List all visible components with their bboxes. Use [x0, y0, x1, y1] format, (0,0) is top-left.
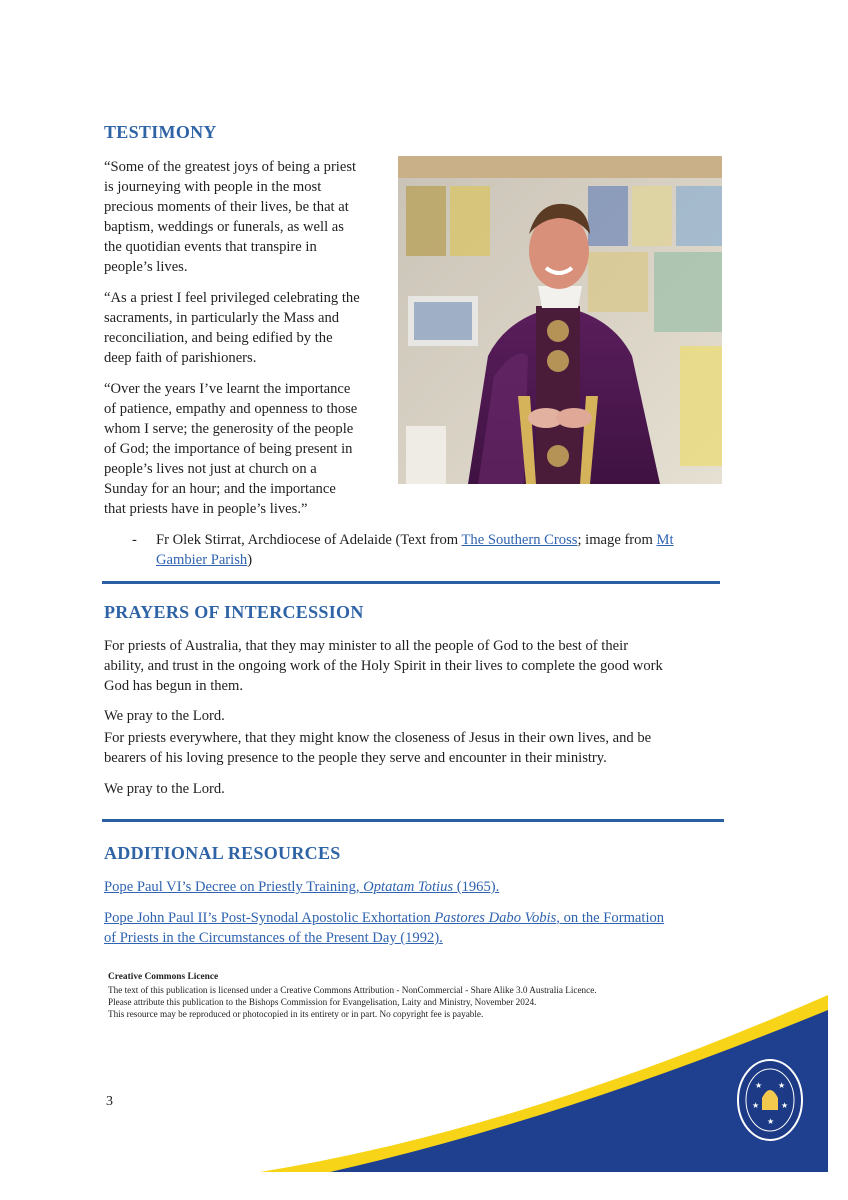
mt-gambier-link-part2[interactable]: Gambier Parish	[156, 552, 248, 568]
quote-line: is journeying with people in the most	[104, 179, 322, 195]
quote-line: reconciliation, and being edified by the	[104, 330, 333, 346]
crest-icon	[738, 1060, 802, 1140]
svg-text:★: ★	[781, 1101, 789, 1110]
quote-line: sacraments, in particularly the Mass and	[104, 310, 340, 326]
quote-line: the quotidian events that transpire in	[104, 239, 317, 255]
svg-text:★: ★	[778, 1081, 786, 1090]
quote-line: of patience, empathy and openness to those	[104, 401, 358, 417]
pastores-title: Pastores Dabo Vobis	[434, 910, 557, 926]
attribution-suffix: )	[247, 552, 253, 568]
southern-cross-link[interactable]: The Southern Cross	[461, 532, 578, 548]
attribution-dash: -	[132, 532, 137, 548]
licence-line: Please attribute this publication to the Bishops Commission for Evangelisation, Laity and Ministry, November 2024.	[108, 997, 537, 1007]
quote-line: “Some of the greatest joys of being a priest	[104, 159, 357, 175]
optatam-totius-year: (1965).	[453, 879, 500, 895]
quote-line: people’s lives not just at church on a	[104, 461, 317, 477]
prayer-response-2: We pray to the Lord.	[104, 781, 225, 797]
testimony-heading: TESTIMONY	[104, 122, 217, 142]
svg-text:★: ★	[755, 1081, 763, 1090]
prayers-heading: PRAYERS OF INTERCESSION	[104, 602, 364, 622]
prayer-line: For priests of Australia, that they may minister to all the people of God to the best of their	[104, 638, 629, 654]
optatam-totius-title: Optatam Totius	[363, 879, 454, 895]
svg-text:★: ★	[767, 1117, 775, 1126]
prayer-line: For priests everywhere, that they might know the closeness of Jesus in their own lives, and be	[104, 730, 652, 746]
attribution-middle: ; image from	[577, 532, 657, 548]
quote-line: baptism, weddings or funerals, as well as	[104, 219, 344, 235]
page-number: 3	[106, 1094, 113, 1109]
quote-line: deep faith of parishioners.	[104, 350, 257, 366]
quote-line: whom I serve; the generosity of the people	[104, 421, 354, 437]
licence-line: The text of this publication is licensed under a Creative Commons Attribution - NonCommercial - Share Alike 3.0 Australia Licence.	[108, 985, 597, 995]
optatam-totius-text: Pope Paul VI’s Decree on Priestly Training,	[104, 879, 364, 895]
prayer-line: bearers of his loving presence to the people they serve and encounter in their ministry.	[104, 750, 607, 766]
resources-heading: ADDITIONAL RESOURCES	[104, 843, 341, 863]
licence-line: This resource may be reproduced or photocopied in its entirety or in part. No copyright fee is payable.	[108, 1009, 484, 1019]
quote-line: of God; the importance of being present in	[104, 441, 353, 457]
pastores-text: Pope John Paul II’s Post-Synodal Apostolic Exhortation	[104, 910, 435, 926]
attribution-prefix: Fr Olek Stirrat, Archdiocese of Adelaide (Text from	[156, 532, 462, 548]
prayer-response-1: We pray to the Lord.	[104, 708, 225, 724]
pastores-dabo-vobis-link-cont[interactable]: of Priests in the Circumstances of the Present Day (1992).	[104, 930, 443, 946]
quote-line: people’s lives.	[104, 259, 188, 275]
prayer-line: ability, and trust in the ongoing work of the Holy Spirit in their lives to complete the good work	[104, 658, 663, 674]
quote-line: precious moments of their lives, be that at	[104, 199, 349, 215]
pastores-tail: , on the Formation	[556, 910, 665, 926]
prayer-line: God has begun in them.	[104, 678, 244, 694]
quote-line: that priests have in people’s lives.”	[104, 501, 308, 517]
svg-text:★: ★	[752, 1101, 760, 1110]
quote-line: “Over the years I’ve learnt the importance	[104, 381, 351, 397]
quote-line: “As a priest I feel privileged celebrating the	[104, 290, 360, 306]
quote-line: Sunday for an hour; and the importance	[104, 481, 336, 497]
mt-gambier-link-part1[interactable]: Mt	[656, 532, 674, 548]
licence-title: Creative Commons Licence	[108, 972, 219, 982]
